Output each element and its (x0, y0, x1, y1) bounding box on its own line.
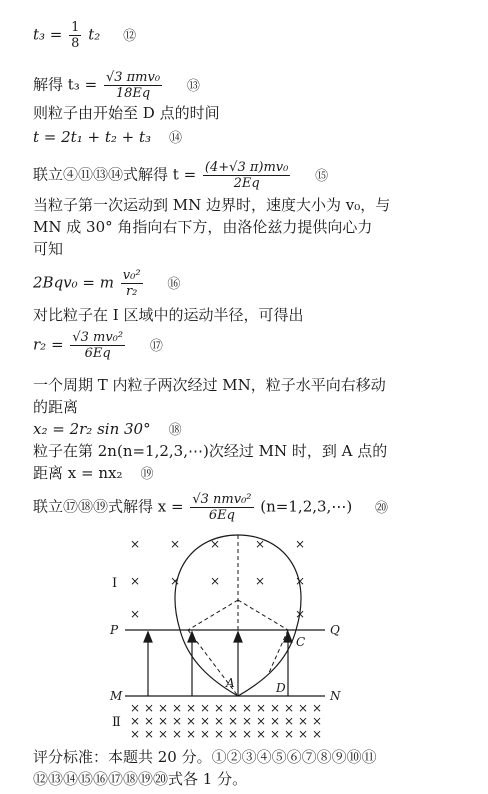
cross-mark: × (256, 701, 267, 715)
cross-mark: × (312, 701, 323, 715)
cross-mark: × (172, 714, 183, 728)
cross-mark: × (298, 714, 309, 728)
paragraph-line: 粒子在第 2n(n=1,2,3,⋯)次经过 MN 时，到 A 点的 (33, 442, 388, 460)
cross-mark: × (284, 727, 295, 741)
cross-mark: × (130, 701, 141, 715)
equation-16: 2Bqv₀ = m $\frac{\text{v₀²}}{\text{r₂}}$ ⑯ (33, 268, 181, 299)
cross-mark: × (256, 714, 267, 728)
cross-mark: × (144, 701, 155, 715)
cross-mark: × (312, 727, 323, 741)
paragraph-line: 的距离 (33, 398, 79, 416)
paragraph-line: MN 成 30° 角指向右下方，由洛伦兹力提供向心力 (33, 218, 373, 236)
equation-12: t₃ = $\frac{1}{8}$ t₂ ⑫ (33, 20, 137, 51)
cross-mark: × (200, 714, 211, 728)
region-ii-crosses (130, 701, 322, 741)
paragraph-line: 当粒子第一次运动到 MN 边界时，速度大小为 v₀，与 (33, 196, 391, 214)
scoring-line: ⑫⑬⑭⑮⑯⑰⑱⑲⑳式各 1 分。 (33, 770, 248, 788)
cross-mark: × (172, 727, 183, 741)
equation-15: 联立④⑪⑬⑭式解得 t = $\frac{\text{(4+√3 π)mv₀}}{2Eq}$ ⑮ (33, 160, 329, 191)
cross-mark: × (270, 714, 281, 728)
field-arrows (144, 632, 292, 696)
cross-mark: × (170, 537, 181, 551)
cross-mark: × (170, 574, 181, 588)
cross-mark: × (295, 574, 306, 588)
cross-mark: × (130, 537, 141, 551)
cross-mark: × (312, 714, 323, 728)
label-a: A (226, 676, 235, 690)
dashed-radius-right (238, 600, 288, 630)
dashed-right-lower (268, 630, 288, 675)
cross-mark: × (214, 714, 225, 728)
trajectory-figure (100, 530, 360, 750)
paragraph-line: 一个周期 T 内粒子两次经过 MN，粒子水平向右移动 (33, 376, 386, 394)
cross-mark: × (144, 727, 155, 741)
cross-mark: × (186, 701, 197, 715)
cross-mark: × (210, 574, 221, 588)
equation-18: x₂ = 2r₂ sin 30° ⑱ (33, 420, 182, 438)
scoring-line: 评分标准：本题共 20 分。①②③④⑤⑥⑦⑧⑨⑩⑪ (33, 748, 377, 766)
cross-mark: × (130, 714, 141, 728)
region-i-crosses (130, 537, 305, 621)
cross-mark: × (270, 727, 281, 741)
cross-mark: × (144, 714, 155, 728)
label-n: N (330, 689, 341, 703)
cross-mark: × (255, 537, 266, 551)
cross-mark: × (242, 714, 253, 728)
cross-mark: × (284, 701, 295, 715)
cross-mark: × (200, 701, 211, 715)
cross-mark: × (228, 727, 239, 741)
dashed-radius-left (188, 600, 238, 630)
label-d: D (276, 681, 286, 695)
cross-mark: × (130, 727, 141, 741)
label-q: Q (330, 623, 340, 637)
cross-mark: × (158, 714, 169, 728)
text-line: 则粒子由开始至 D 点的时间 (33, 104, 220, 122)
cross-mark: × (130, 574, 141, 588)
cross-mark: × (284, 714, 295, 728)
paragraph-line: 距离 x = nx₂ ⑲ (33, 464, 154, 482)
cross-mark: × (298, 701, 309, 715)
cross-mark: × (186, 727, 197, 741)
cross-mark: × (228, 701, 239, 715)
cross-mark: × (256, 727, 267, 741)
label-m: M (110, 689, 123, 703)
cross-mark: × (270, 701, 281, 715)
label-region-i: Ⅰ (112, 576, 118, 591)
equation-14: t = 2t₁ + t₂ + t₃ ⑭ (33, 128, 183, 146)
cross-mark: × (200, 727, 211, 741)
label-p: P (110, 623, 119, 637)
equation-17: r₂ = $\frac{\text{√3 mv₀²}}{6Eq}$ ⑰ (33, 330, 163, 361)
cross-mark: × (228, 714, 239, 728)
cross-mark: × (130, 607, 141, 621)
cross-mark: × (186, 714, 197, 728)
cross-mark: × (214, 701, 225, 715)
cross-mark: × (158, 701, 169, 715)
cross-mark: × (242, 701, 253, 715)
cross-mark: × (298, 727, 309, 741)
cross-mark: × (295, 607, 306, 621)
label-region-ii: Ⅱ (112, 715, 121, 730)
cross-mark: × (158, 727, 169, 741)
cross-mark: × (242, 727, 253, 741)
cross-mark: × (172, 701, 183, 715)
equation-20: 联立⑰⑱⑲式解得 x = $\frac{\text{√3 nmv₀²}}{6Eq}$ (n=1,2,3,⋯) ⑳ (33, 492, 388, 523)
cross-mark: × (255, 574, 266, 588)
label-c: C (296, 635, 306, 649)
text-line: 对比粒子在 Ⅰ 区域中的运动半径，可得出 (33, 306, 304, 324)
paragraph-line: 可知 (33, 240, 64, 258)
cross-mark: × (295, 537, 306, 551)
cross-mark: × (214, 727, 225, 741)
cross-mark: × (210, 537, 221, 551)
equation-13: 解得 t₃ = $\frac{\text{√3 πmv₀}}{18Eq}$ ⑬ (33, 70, 200, 101)
